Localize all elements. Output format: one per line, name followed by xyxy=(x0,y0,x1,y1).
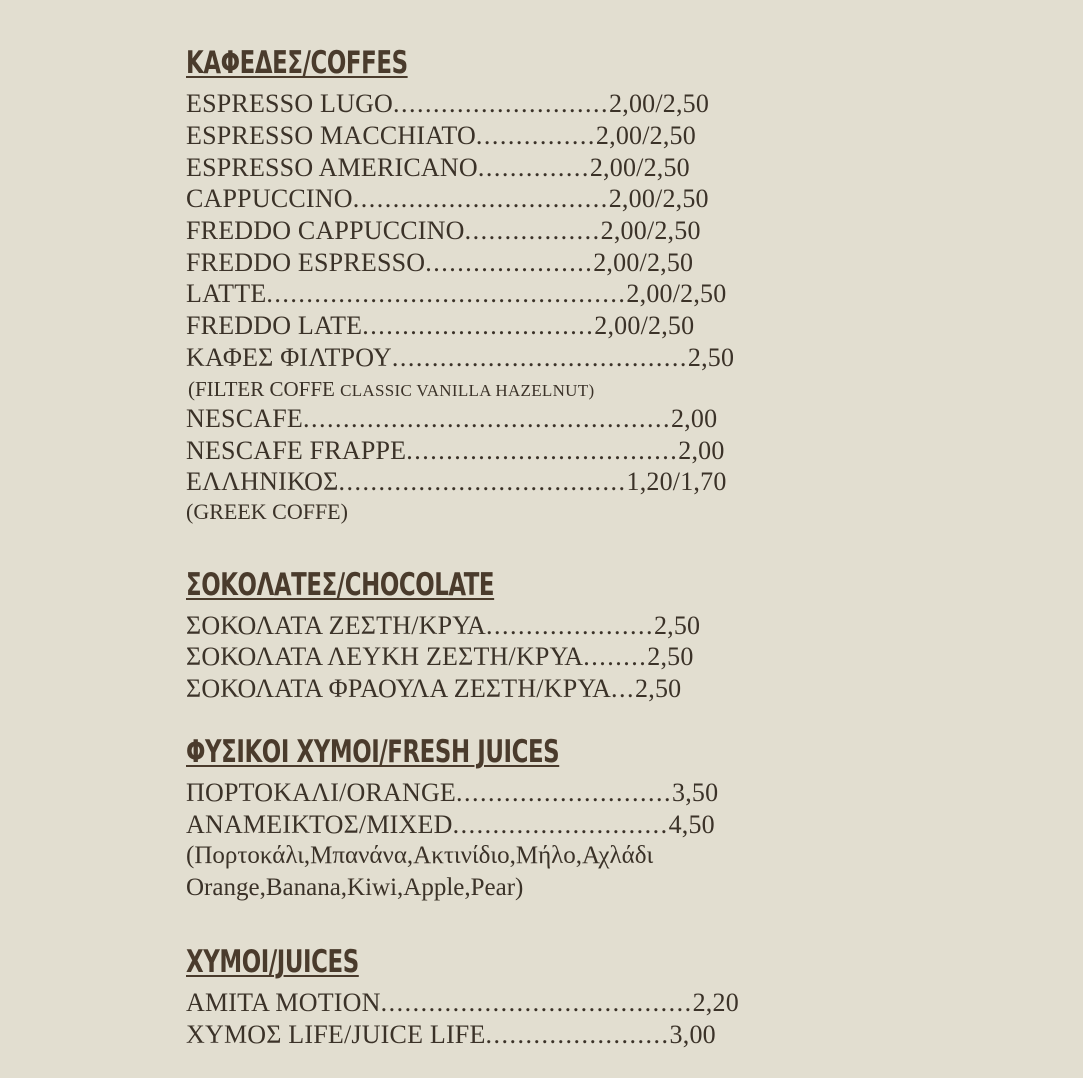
item-list-fresh-juices xyxy=(186,777,1083,840)
menu-item xyxy=(186,809,1083,841)
item-leader: ..................................... xyxy=(391,342,688,372)
item-price: 3,00 xyxy=(669,1019,716,1049)
item-leader: ..................... xyxy=(425,247,594,277)
menu-item xyxy=(186,278,1083,310)
item-name: LATTE xyxy=(186,279,267,309)
item-name: ESPRESSO AMERICANO xyxy=(186,152,478,182)
item-leader: ... xyxy=(611,674,636,704)
item-price: 2,00 xyxy=(670,403,718,433)
menu-item xyxy=(186,610,1083,642)
item-leader: ........................... xyxy=(393,89,610,119)
menu-item xyxy=(186,987,1083,1019)
filter-coffee-note-prefix: (FILTER COFFE xyxy=(188,376,335,401)
item-price: 2,50 xyxy=(635,674,682,704)
item-leader: ..................... xyxy=(485,610,654,640)
item-name: NESCAFE FRAPPE xyxy=(186,435,407,465)
menu-item xyxy=(186,641,1083,673)
item-price: 2,20 xyxy=(692,987,739,1017)
item-name: ΕΛΛΗΝΙΚΟΣ xyxy=(186,467,339,497)
spacer xyxy=(186,526,1083,568)
item-price: 2,00/2,50 xyxy=(626,279,727,309)
item-leader: ....................................... xyxy=(380,987,693,1017)
item-leader: .............. xyxy=(477,152,590,182)
item-price: 2,00/2,50 xyxy=(593,247,694,277)
menu-item xyxy=(186,403,1083,435)
item-price: 2,00/2,50 xyxy=(595,120,696,150)
item-name: FREDDO CAPPUCCINO xyxy=(186,215,465,245)
menu-item xyxy=(186,466,1083,498)
item-price: 2,00/2,50 xyxy=(609,89,710,119)
item-name: ESPRESSO LUGO xyxy=(186,89,394,119)
filter-coffee-note xyxy=(188,376,1083,403)
item-name: ΚΑΦΕΣ ΦΙΛΤΡΟΥ xyxy=(186,342,392,372)
item-price: 2,00 xyxy=(678,435,725,465)
item-name: FREDDO ESPRESSO xyxy=(186,247,426,277)
item-leader: .................................. xyxy=(406,435,679,465)
item-leader: ............................................. xyxy=(266,279,627,309)
item-name: ΑΝΑΜΕΙΚΤΟΣ/MIXED xyxy=(186,809,453,839)
item-name: CAPPUCCINO xyxy=(186,184,353,214)
item-price: 2,00/2,50 xyxy=(608,184,709,214)
greek-coffee-note: (GREEK COFFE) xyxy=(186,499,348,525)
item-leader: .............................................. xyxy=(302,403,671,433)
spacer xyxy=(186,705,1083,735)
menu-item xyxy=(186,215,1083,247)
item-price: 2,50 xyxy=(647,642,694,672)
mixed-juice-ingredients-english: Orange,Banana,Kiwi,Apple,Pear) xyxy=(186,873,524,901)
menu-item xyxy=(186,88,1083,120)
item-name: FREDDO LATE xyxy=(186,311,363,341)
menu-item xyxy=(186,247,1083,279)
item-name: ΣΟΚΟΛΑΤΑ ΛΕΥΚΗ ΖΕΣΤΗ/ΚΡΥΑ xyxy=(186,642,584,672)
item-list-chocolate xyxy=(186,610,1083,705)
item-price: 4,50 xyxy=(668,809,715,839)
menu-section-coffees xyxy=(186,46,1083,526)
item-price: 2,50 xyxy=(653,610,701,640)
menu-section-juices xyxy=(186,945,1083,1051)
item-list-coffees xyxy=(186,88,1083,373)
item-leader: ................................ xyxy=(352,184,609,214)
menu-section-fresh-juices xyxy=(186,735,1083,903)
section-title-chocolate: ΣΟΚΟΛΑΤΕΣ/CHOCOLATE xyxy=(186,566,495,603)
section-title-coffees: ΚΑΦΕΔΕΣ/COFFES xyxy=(186,45,408,81)
menu-item xyxy=(186,435,1083,467)
item-name: ΣΟΚΟΛΑΤΑ ΦΡΑΟΥΛΑ ΖΕΣΤΗ/ΚΡΥΑ xyxy=(186,674,612,704)
item-price: 2,00/2,50 xyxy=(594,311,695,341)
menu-item xyxy=(186,183,1083,215)
item-list-juices xyxy=(186,987,1083,1050)
item-leader: ........................... xyxy=(456,777,673,807)
item-name: ESPRESSO MACCHIATO xyxy=(186,120,476,150)
section-title-fresh-juices: ΦΥΣΙΚΟΙ ΧΥΜΟΙ/FRESH JUICES xyxy=(186,733,560,770)
item-name: ΧΥΜΟΣ LIFE/JUICE LIFE xyxy=(186,1019,486,1049)
menu-item xyxy=(186,152,1083,184)
item-price: 2,50 xyxy=(687,342,735,372)
menu-item xyxy=(186,310,1083,342)
menu-item xyxy=(186,777,1083,809)
item-leader: ....................... xyxy=(485,1019,670,1049)
item-price: 2,00/2,50 xyxy=(589,152,690,182)
menu-item xyxy=(186,673,1083,705)
item-leader: ........ xyxy=(583,642,648,672)
spacer xyxy=(186,903,1083,945)
mixed-juice-ingredients-greek: (Πορτοκάλι,Μπανάνα,Ακτινίδιο,Μήλο,Αχλάδι xyxy=(186,842,654,870)
menu-item xyxy=(186,342,1083,374)
item-leader: ............... xyxy=(475,120,596,150)
filter-coffee-note-variants: CLASSIC VANILLA HAZELNUT) xyxy=(340,380,595,400)
item-leader: ............................. xyxy=(362,311,595,341)
item-name: ΠΟΡΤΟΚΑΛΙ/ORANGE xyxy=(186,777,457,807)
section-title-juices: ΧΥΜΟΙ/JUICES xyxy=(186,943,359,980)
item-leader: .................................... xyxy=(338,467,627,497)
item-price: 3,50 xyxy=(672,777,719,807)
menu-item xyxy=(186,1019,1083,1051)
menu-item xyxy=(186,120,1083,152)
item-name: ΣΟΚΟΛΑΤΑ ΖΕΣΤΗ/ΚΡΥΑ xyxy=(186,610,486,640)
item-list-coffees-2 xyxy=(186,403,1083,498)
item-leader: ........................... xyxy=(452,809,669,839)
menu-section-chocolate xyxy=(186,568,1083,705)
item-price: 1,20/1,70 xyxy=(626,467,727,497)
item-name: AMITA MOTION xyxy=(186,987,381,1017)
item-leader: ................. xyxy=(464,215,601,245)
item-name: NESCAFE xyxy=(186,403,303,433)
item-price: 2,00/2,50 xyxy=(600,215,701,245)
